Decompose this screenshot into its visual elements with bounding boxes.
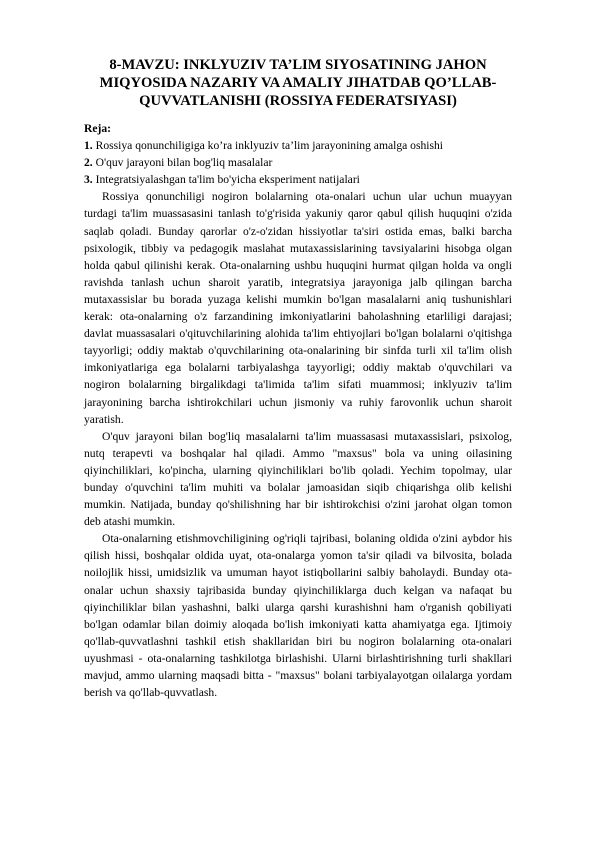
title-line-2: MIQYOSIDA NAZARIY VA AMALIY JIHATDAB QO’LLAB-: [99, 75, 497, 91]
plan-item-2: [84, 154, 512, 171]
paragraph-3: Ota-onalarning etishmovchiligining og'riqli tajribasi, bolaning oldida o'zini aybdor his qilish hissi, boshqalar oldida uyat, ota-onalarga yomon ta'sir qiladi va bilvosita, bolada noilojlik hissi, umidsizlik va umuman hayot istiqbollarini salbiy baholaydi. Bunday ota-onalar uchun shaxsiy tajribasida bunday qiyinchiliklarga duch kelgan va nafaqat bu qiyinchiliklar bilan yashashni, balki ularga qarshi kurashishni ham o'rganish qobiliyati bo'lgan odamlar bilan doimiy aloqada bo'lish imkoniyati katta ahamiyatga ega. Ijtimoiy qo'llab-quvvatlashni tashkil etish shakllaridan biri bu nogiron bolalarning ota-onalari uyushmasi - ota-onalarning tashkilotga birlashishi. Ularni birlashtirishning turli shakllari mavjud, ammo ularning maqsadi bitta - "maxsus" bolani tarbiyalayotgan oilalarga yordam berish va qo'llab-quvvatlash.: [84, 532, 512, 700]
plan-item-number: 3.: [84, 173, 93, 187]
plan-item-1: [84, 137, 512, 154]
paragraph-1: Rossiya qonunchiligi nogiron bolalarning ota-onalari uchun ular uchun muayyan turdagi ta'lim muassasasini tanlash to'g'risida yakuniy qaror qabul qilish huquqini o'zida saqlab qoladi. Bunday qarorlar o'z-o'zidan hissiyotlar ta'siri ostida emas, balki barcha psixologik, tibbiy va pedagogik maslahat mutaxassislarining tavsiyalarini hisobga olgan holda qabul qilinishi kerak. Ota-onalarning ushbu huquqini hurmat qilgan holda va ongli ravishda tanlash uchun sharoit yaratib, integratsiya jarayoniga jalb qilingan barcha mutaxassislar bu borada yuzaga kelishi mumkin bo'lgan masalalarni aniq tushunishlari kerak: ota-onalarning o'z farzandining imkoniyatlarini baholashning etarliligi darajasi; davlat muassasalari o'qituvchilarining alohida ta'lim ehtiyojlari bo'lgan bolalarni o'qitishga tayyorligi; oddiy maktab o'quvchilarining ota-onalarining bir sinfda turli xil ta'lim olish imkoniyatlariga ega bolalarni tarbiyalashga tayyorligi; oddiy maktab o'quvchilari va nogiron bolalarning birgalikdagi ta'limida ta'lim sifati muammosi; inklyuziv ta'lim jarayonining barcha ishtirokchilari uchun jismoniy va ruhiy farovonlik uchun sharoit yaratish.: [84, 190, 512, 426]
title-line-1: 8-MAVZU: INKLYUZIV TA’LIM SIYOSATINING JAHON: [109, 57, 487, 73]
document-body: [84, 120, 512, 701]
plan-item-text: Rossiya qonunchiligiga ko’ra inklyuziv ta’lim jarayonining amalga oshishi: [92, 139, 444, 153]
title-line-3: QUVVATLANISHI (ROSSIYA FEDERATSIYASI): [139, 93, 457, 109]
plan-item-number: 2.: [84, 156, 93, 170]
plan-item-number: 1.: [84, 139, 93, 153]
document-title: [84, 56, 512, 110]
plan-item-3: [84, 171, 512, 188]
paragraph-2: O'quv jarayoni bilan bog'liq masalalarni ta'lim muassasasi mutaxassislari, psixolog, nutq terapevti va boshqalar hal qiladi. Ammo "maxsus" bola va uning oilasining qiyinchiliklari, ko'pincha, ularning qiyinchiliklari bo'lib qoladi. Yechim topolmay, ular bunday o'quvchini ta'lim muhiti va bolalar jamoasidan siqib chiqarishga olib kelishi mumkin. Natijada, bunday qo'shilishning har bir ishtirokchisi o'zini jarohat olgan tomon deb atashi mumkin.: [84, 429, 512, 529]
plan-heading: Reja:: [84, 122, 112, 135]
plan-item-text: Integratsiyalashgan ta'lim bo'yicha eksperiment natijalari: [92, 173, 360, 187]
plan-item-text: O'quv jarayoni bilan bog'liq masalalar: [92, 156, 273, 170]
